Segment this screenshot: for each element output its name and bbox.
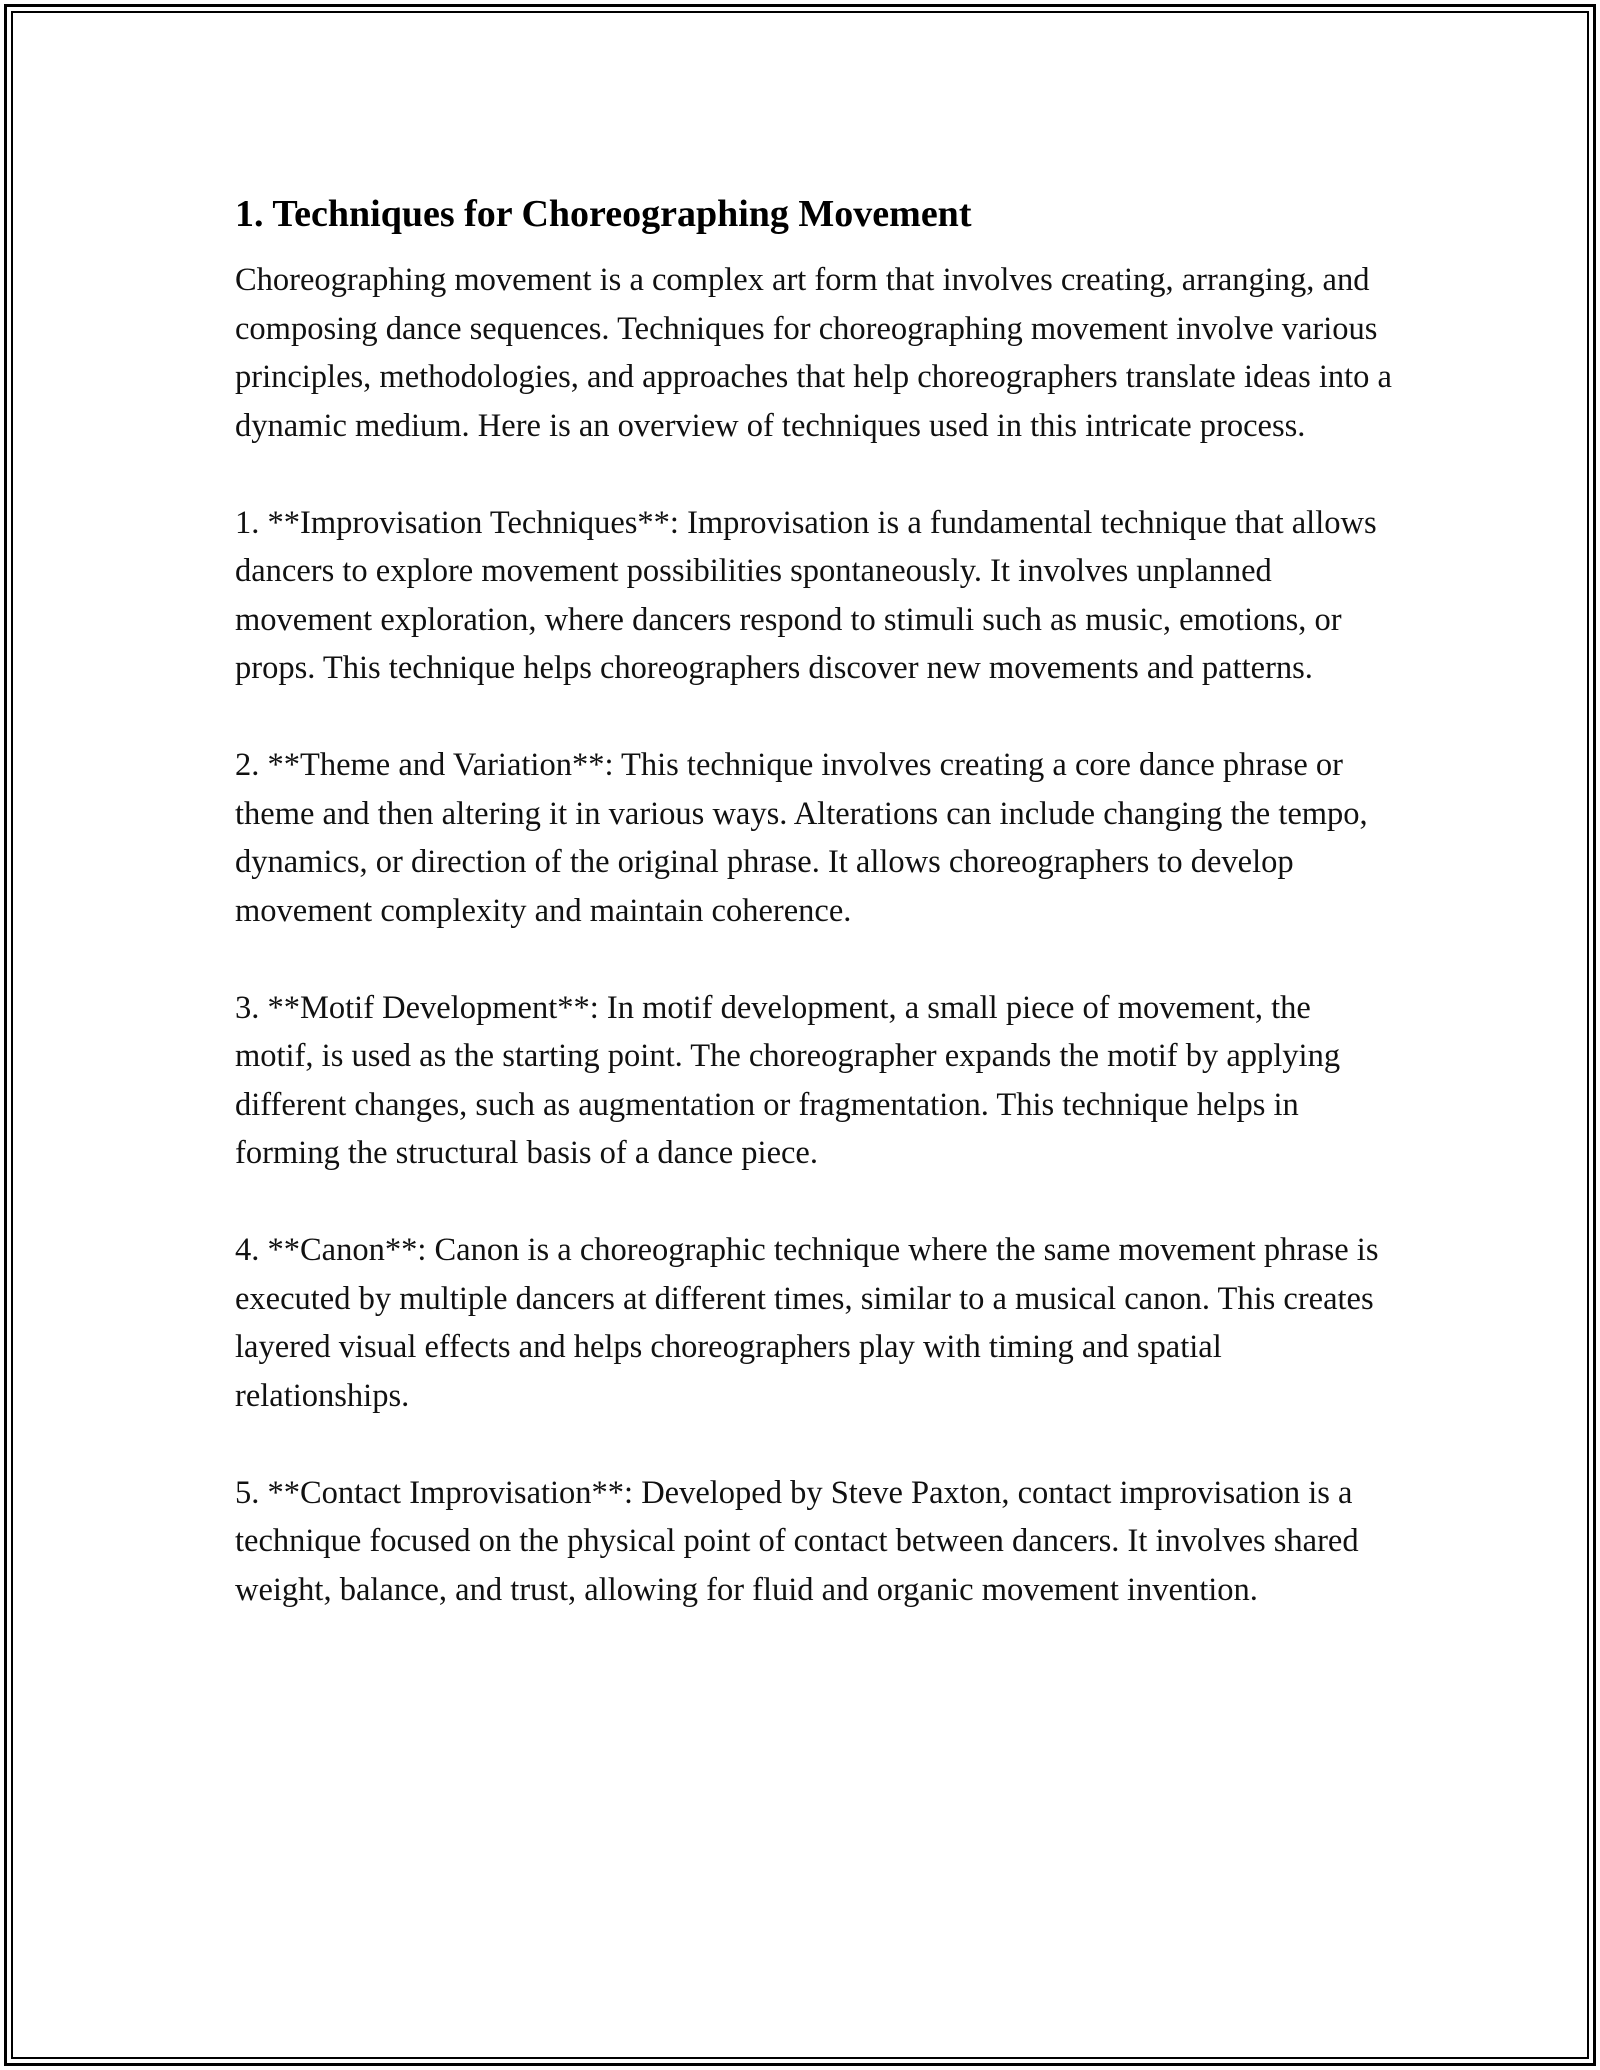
paragraph-contact-improvisation: 5. **Contact Improvisation**: Developed by Steve Paxton, contact improvisation is a technique focused on the physical point of contact between dancers. It involves shared weight, balance, and trust, allowing for fluid and organic movement invention. [235,1474,1359,1608]
intro-paragraph: Choreographing movement is a complex art form that involves creating, arranging, and composing dance sequences. Techniques for choreographing movement involve various principles, methodologies, and approaches that help choreographers translate ideas into a dynamic medium. Here is an overview of techniques used in this intricate process. [235,262,1392,444]
paragraph-motif-development: 3. **Motif Development**: In motif development, a small piece of movement, the motif, is used as the starting point. The choreographer expands the motif by applying different changes, such as augmentation or fragmentation. This technique helps in forming the structural basis of a dance piece. [235,989,1341,1171]
document-body [235,186,1395,1614]
document-title: 1. Techniques for Choreographing Movement [235,193,972,235]
paragraph-improvisation-techniques: 1. **Improvisation Techniques**: Improvisation is a fundamental technique that allows dancers to explore movement possibilities spontaneously. It involves unplanned movement exploration, where dancers respond to stimuli such as music, emotions, or props. This technique helps choreographers discover new movements and patterns. [235,504,1377,686]
paragraph-canon: 4. **Canon**: Canon is a choreographic technique where the same movement phrase is executed by multiple dancers at different times, similar to a musical canon. This creates layered visual effects and helps choreographers play with timing and spatial relationships. [235,1232,1379,1414]
paragraph-theme-and-variation: 2. **Theme and Variation**: This technique involves creating a core dance phrase or theme and then altering it in various ways. Alterations can include changing the tempo, dynamics, or direction of the original phrase. It allows choreographers to develop movement complexity and maintain coherence. [235,747,1368,929]
